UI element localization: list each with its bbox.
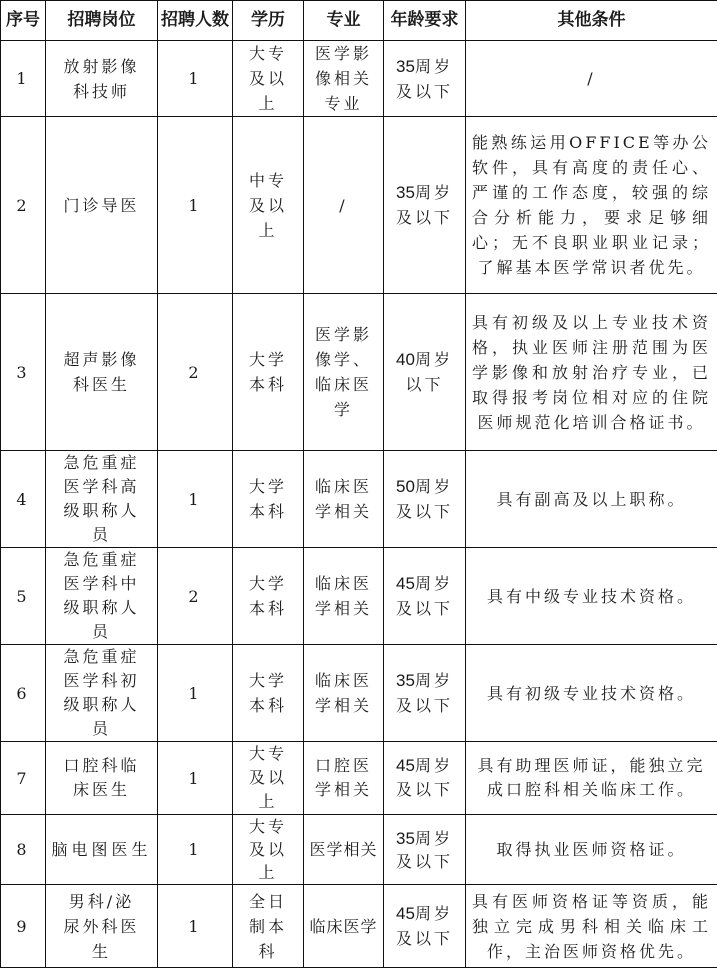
cell-age — [384, 645, 466, 742]
age-text: 周岁及以下 — [396, 183, 453, 227]
cell-count: 1 — [158, 41, 233, 117]
cell-position: 脑电图医生 — [46, 815, 158, 885]
cell-major: 医学相关 — [304, 815, 384, 885]
age-number: 35 — [396, 57, 415, 76]
cell-count: 1 — [158, 451, 233, 548]
table-row — [1, 885, 717, 968]
cell-position: 急危重症医学科中级职称人员 — [46, 548, 158, 645]
age-number: 45 — [396, 574, 415, 593]
cell-no: 2 — [1, 117, 46, 294]
cell-position: 放射影像科技师 — [46, 41, 158, 117]
cell-count: 2 — [158, 294, 233, 451]
cell-major: 医学影像相关专业 — [304, 41, 384, 117]
age-text: 周岁及以下 — [396, 574, 453, 618]
cell-count: 1 — [158, 742, 233, 815]
cell-age — [384, 117, 466, 294]
age-text: 周岁及以下 — [396, 671, 453, 715]
cell-major: 口腔医学相关 — [304, 742, 384, 815]
cell-conditions: 具有初级专业技术资格。 — [466, 645, 717, 742]
table-row — [1, 645, 717, 742]
age-number: 35 — [396, 671, 415, 690]
cell-count: 1 — [158, 885, 233, 968]
cell-major: 临床医学 — [304, 885, 384, 968]
cell-no: 1 — [1, 41, 46, 117]
cell-education: 中专及以上 — [233, 117, 304, 294]
cell-position: 男科/泌尿外科医生 — [46, 885, 158, 968]
cell-age — [384, 548, 466, 645]
age-text: 周岁及以下 — [396, 829, 453, 871]
header-age: 年龄要求 — [384, 1, 466, 41]
age-number: 40 — [396, 350, 415, 369]
age-number: 45 — [396, 756, 415, 775]
cell-position: 超声影像科医生 — [46, 294, 158, 451]
age-text: 周岁及以下 — [396, 57, 453, 101]
cell-conditions: 具有中级专业技术资格。 — [466, 548, 717, 645]
cell-age — [384, 885, 466, 968]
cell-conditions: 具有医师资格证等资质，能独立完成男科相关临床工作，主治医师资格优先。 — [466, 885, 717, 968]
header-position: 招聘岗位 — [46, 1, 158, 41]
cell-age — [384, 294, 466, 451]
cell-conditions: 能熟练运用OFFICE等办公软件，具有高度的责任心、严谨的工作态度，较强的综合分析能力，要求足够细心；无不良职业职业记录；了解基本医学常识者优先。 — [466, 117, 717, 294]
cell-major: 临床医学相关 — [304, 645, 384, 742]
cell-no: 6 — [1, 645, 46, 742]
header-count: 招聘人数 — [158, 1, 233, 41]
cell-education: 大专及以上 — [233, 41, 304, 117]
cell-no: 8 — [1, 815, 46, 885]
cell-major: 临床医学相关 — [304, 548, 384, 645]
cell-count: 1 — [158, 117, 233, 294]
age-number: 35 — [396, 183, 415, 202]
table-row — [1, 117, 717, 294]
table-row — [1, 451, 717, 548]
cell-position: 急危重症医学科初级职称人员 — [46, 645, 158, 742]
header-no: 序号 — [1, 1, 46, 41]
cell-major: 临床医学相关 — [304, 451, 384, 548]
cell-education: 全日制本科 — [233, 885, 304, 968]
cell-age — [384, 451, 466, 548]
cell-count: 1 — [158, 645, 233, 742]
age-number: 35 — [396, 829, 415, 848]
cell-count: 2 — [158, 548, 233, 645]
cell-position: 口腔科临床医生 — [46, 742, 158, 815]
table-row — [1, 41, 717, 117]
cell-education: 大学本科 — [233, 451, 304, 548]
age-text: 周岁及以下 — [396, 477, 453, 521]
cell-conditions: 具有助理医师证，能独立完成口腔科相关临床工作。 — [466, 742, 717, 815]
cell-no: 3 — [1, 294, 46, 451]
cell-conditions: 具有副高及以上职称。 — [466, 451, 717, 548]
cell-age — [384, 815, 466, 885]
age-text: 周岁及以下 — [396, 904, 453, 948]
header-conditions: 其他条件 — [466, 1, 717, 41]
age-text: 周岁及以下 — [396, 756, 453, 799]
table-row — [1, 548, 717, 645]
age-number: 50 — [396, 477, 415, 496]
cell-education: 大学本科 — [233, 548, 304, 645]
cell-no: 4 — [1, 451, 46, 548]
cell-no: 7 — [1, 742, 46, 815]
cell-conditions: / — [466, 41, 717, 117]
cell-education: 大学本科 — [233, 645, 304, 742]
cell-education: 大学本科 — [233, 294, 304, 451]
cell-age — [384, 742, 466, 815]
cell-no: 9 — [1, 885, 46, 968]
cell-position: 门诊导医 — [46, 117, 158, 294]
table-row — [1, 815, 717, 885]
header-education: 学历 — [233, 1, 304, 41]
cell-count: 1 — [158, 815, 233, 885]
cell-conditions: 取得执业医师资格证。 — [466, 815, 717, 885]
cell-education: 大专及以上 — [233, 742, 304, 815]
cell-no: 5 — [1, 548, 46, 645]
cell-education: 大专及以上 — [233, 815, 304, 885]
cell-position: 急危重症医学科高级职称人员 — [46, 451, 158, 548]
cell-major: / — [304, 117, 384, 294]
age-number: 45 — [396, 904, 415, 923]
cell-major: 医学影像学、临床医学 — [304, 294, 384, 451]
table-row — [1, 294, 717, 451]
cell-conditions: 具有初级及以上专业技术资格，执业医师注册范围为医学影像和放射治疗专业，已取得报考岗位相对应的住院医师规范化培训合格证书。 — [466, 294, 717, 451]
table-row — [1, 742, 717, 815]
cell-age — [384, 41, 466, 117]
header-row — [1, 1, 717, 41]
age-text: 周岁以下 — [405, 350, 452, 394]
header-major: 专业 — [304, 1, 384, 41]
